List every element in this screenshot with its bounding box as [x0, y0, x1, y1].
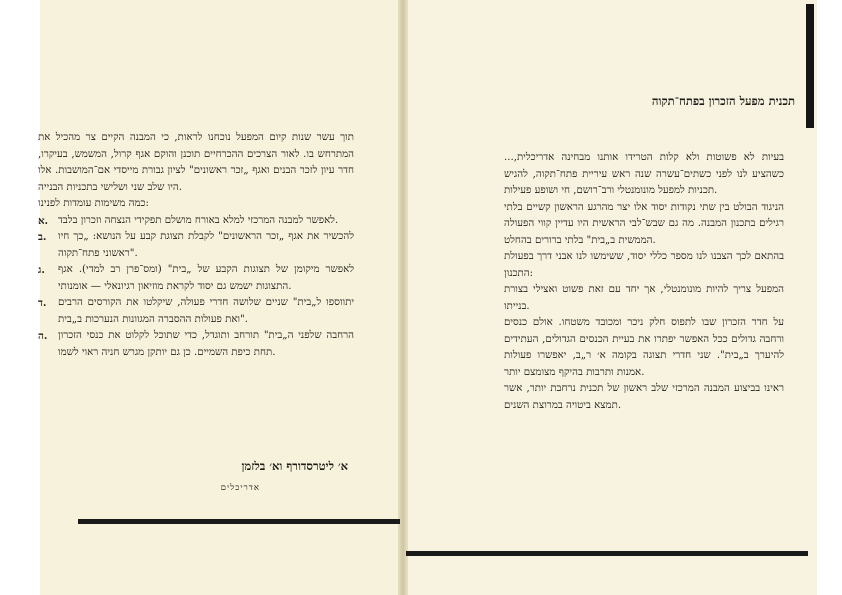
page-title: תכנית מפעל הזכרון בפתח־תקוה: [651, 94, 795, 108]
task-text: יתווספו ל„בית" שניים שלושה חדרי פעולה, שיקלטו את הקורסים הרבים ואת פעולות ההסברה המגוונות הנערכות ב„בית".: [58, 297, 354, 325]
left-page-rule: [78, 519, 400, 524]
architects-signature: א׳ ליטרסדורף וא׳ בלזמן: [241, 459, 348, 473]
right-page-body: [504, 150, 784, 414]
right-page-rule: [406, 551, 808, 556]
task-text: לאפשר למבנה המרכזי למלא באורח מושלם תפקידי הנצחה וזכרון בלבד.: [58, 214, 339, 226]
body-paragraph: המפעל צריך להיות מונומנטלי, אך יחד עם זאת פשוט ואצילי בצורת בנייתו.: [504, 284, 784, 312]
task-text: להכשיר את אגף „זכר הראשונים" לקבלת תצוגת קבע על הנושא: „כך חיו ראשוני פתח־תקוה".: [58, 231, 354, 259]
body-paragraph: ...בעיות לא פשוטות ולא קלות הטרידו אותנו מבחינה אדריכלית, כשהציע לנו לפני כשתים־עשרה שנה ראש עיריית פתח־תקוה, להגיש תכניות למפעל מונומנטלי ורב־רושם, חי ושופע פעילות.: [504, 152, 784, 196]
body-paragraph: על חדר הזכרון שבו לתפוס חלק ניכר ומכובד משטחו. אולם כנסים ורחבה גדולים ככל האפשר יפתרו את בעיית הכנסים הגדולים, העתידים להיערך ב„בית". שני חדרי תצוגה בקומה א׳ ר„ב, יאפשרו פעולות אמנות ותרבות בהיקף מצומצם יותר.: [504, 317, 784, 378]
tasks-list: [38, 213, 354, 362]
body-paragraph: ראינו בביצוע המבנה המרכזי שלב ראשון של תכנית נרחבת יותר, אשר תמצא ביטויה במרוצת השנים.: [504, 383, 784, 411]
right-page-vertical-bar: [806, 4, 814, 128]
body-paragraph: הניגוד הבולט בין שתי נקודות יסוד אלו יצר מהרגע הראשון קשיים בלתי רגילים בתכנון המבנה. מה גם שבש־לבי הראשית היו עדיין קווי הפעולה הממשית ב„בית" בלתי ברורים בהחלט.: [504, 201, 784, 246]
task-number: ג.: [38, 264, 45, 276]
task-item: [38, 295, 354, 328]
signature-role: אדריכלים: [220, 483, 260, 493]
task-item: [38, 262, 354, 295]
task-number: א.: [38, 214, 49, 227]
task-text: לאפשר מיקומן של תצוגות הקבע של „בית" (ומס־פרן רב למדי). אגף התצוגות ישמש גם יסוד לקראת מוזיאון רגיונאלי — אומנותי.: [58, 264, 354, 292]
task-number: ד.: [38, 297, 47, 309]
faint-bleed-through: [60, 56, 190, 60]
task-number: ב.: [38, 231, 47, 243]
task-item: [38, 229, 354, 262]
left-page-body: [38, 130, 354, 361]
book-gutter: [398, 0, 408, 595]
task-number: ה.: [38, 330, 48, 342]
task-item: [38, 328, 354, 361]
task-item: [38, 213, 354, 230]
tasks-lead: כמה משימות עומדות לפנינו:: [38, 198, 149, 209]
task-text: הרחבה שלפני ה„בית" תורחב ותוגדל, כדי שתוכל לקלוט את כנסי הזכרון תחת כיפת השמיים. כן גם יותקן מגרש חניה ראוי לשמו.: [58, 330, 354, 358]
body-paragraph: בהתאם לכך הצבנו לנו מספר כללי יסוד, ששימשו לנו אבני דרך בפעולת התכנון:: [504, 251, 784, 279]
intro-paragraph: תוך עשר שנות קיום המפעל נוכחנו לראות, כי המבנה הקיים צר מהכיל את המתרחש בו. לאור הצרכים ההכרחיים תוכנן והוקם אגף קרול, המשמש, בעיקרו, חדר עיון לזכר הבנים ואגף „זכר ראשונים" לציון גבורת מייסדי אם־המושבות. אלו היו שלב שני ושלישי בתכניות הבנייה.: [38, 132, 354, 193]
